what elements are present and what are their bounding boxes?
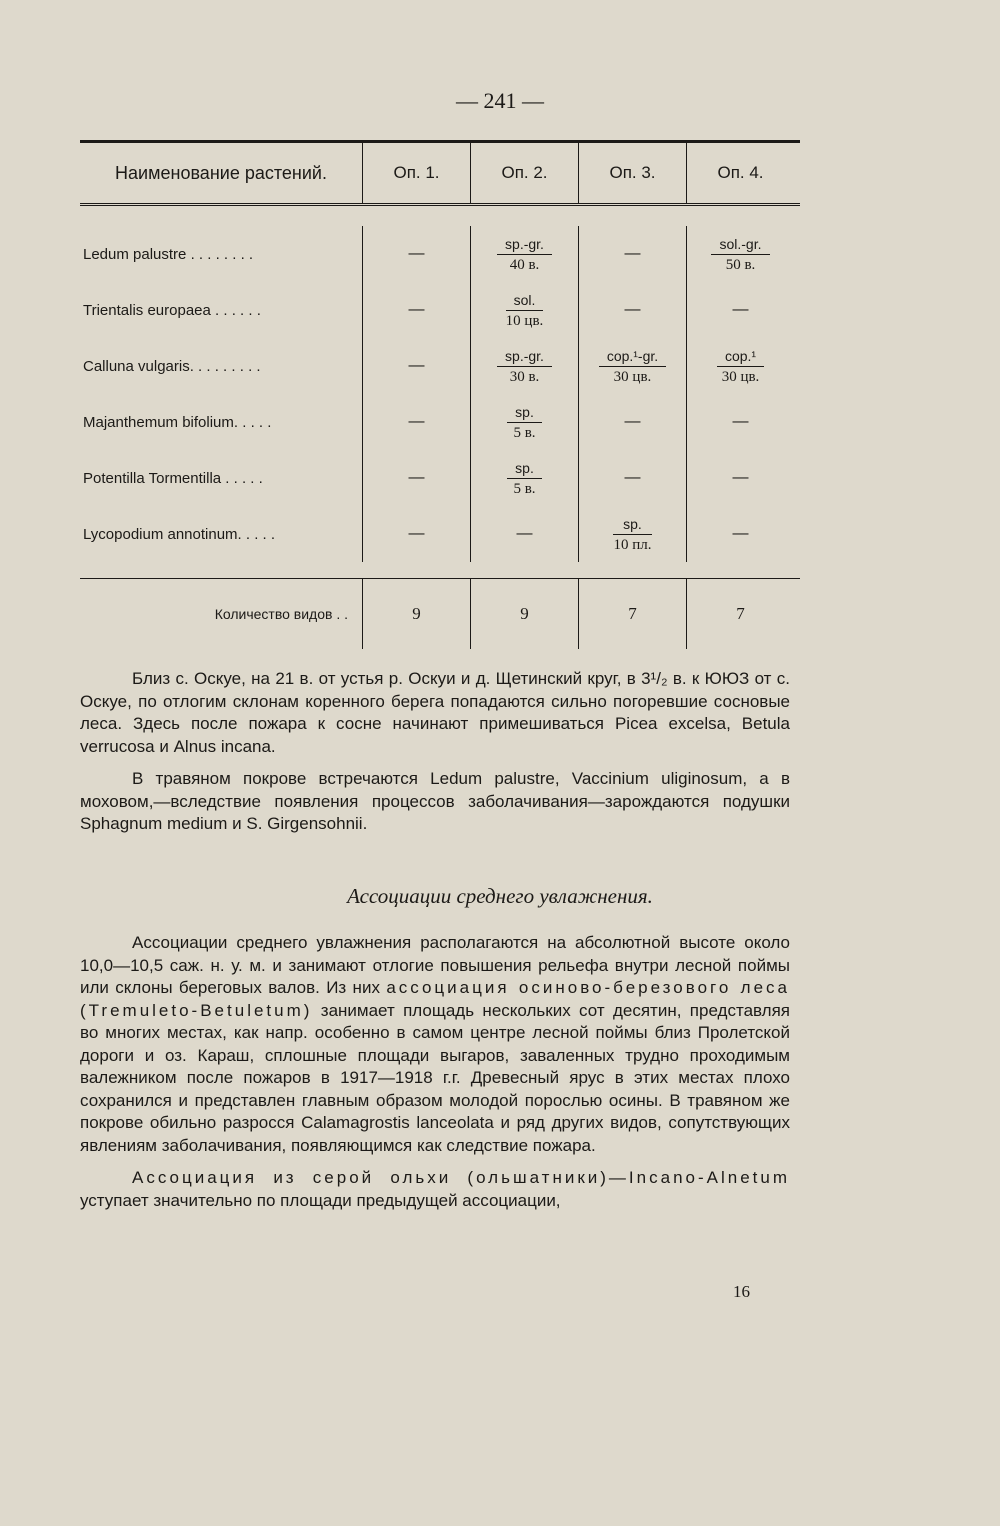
absent-dash: — xyxy=(408,469,425,486)
absent-dash: — xyxy=(408,245,425,262)
table-header xyxy=(80,143,800,206)
cell-op-1 xyxy=(362,450,470,506)
cell-op-1 xyxy=(362,394,470,450)
cell-op-2 xyxy=(470,338,578,394)
abundance-fraction xyxy=(613,514,651,555)
abundance-fraction xyxy=(507,402,542,443)
header-op-1: Оп. 1. xyxy=(362,143,470,203)
cell-op-2 xyxy=(470,450,578,506)
cell-op-1 xyxy=(362,338,470,394)
cell-op-3 xyxy=(578,450,686,506)
abundance-value: cop.¹-gr. xyxy=(599,346,666,367)
paragraph-2: В травяном покрове встречаются Ledum palustre, Vaccinium uliginosum, а в моховом,—вследствие появления процессов заболачивания—зарождаются подушки Sphagnum medium и S. Girgensohnii. xyxy=(80,769,790,833)
summary-label: Количество видов . . xyxy=(214,606,348,622)
cell-op-2 xyxy=(470,394,578,450)
height-value: 10 пл. xyxy=(613,536,652,553)
header-op-2: Оп. 2. xyxy=(470,143,578,203)
paragraph-3-part-b: занимает площадь нескольких сот десятин, представляя во многих местах, как напр. особенно в самом центре лесной поймы близ Пролетской дороги и оз. Караш, сплошные площади выгаров, заваленных трудно проходимым валежником после пожаров в 1917—1918 г.г. Древесный ярус в этих местах плохо сохранился и представлен главным образом молодой порослью осины. В травяном же покрове обильно разросся Calamagrostis lanceolata и ряд других видов, сопутствующих явлениям заболачивания, появляющимся как следствие пожара. xyxy=(80,1000,790,1155)
abundance-value: sp. xyxy=(507,458,542,479)
text-block-1 xyxy=(80,668,790,846)
absent-dash: — xyxy=(624,301,641,318)
summary-value-3: 7 xyxy=(578,579,686,649)
table-row xyxy=(80,450,800,506)
species-name: Lycopodium annotinum. . . . . xyxy=(83,525,276,543)
species-name: Potentilla Tormentilla . . . . . xyxy=(83,469,263,487)
table-row xyxy=(80,282,800,338)
abundance-value: sp.-gr. xyxy=(497,234,552,255)
height-value: 10 цв. xyxy=(505,312,544,329)
cell-op-2 xyxy=(470,506,578,562)
paragraph-4 xyxy=(80,1167,790,1212)
absent-dash: — xyxy=(408,413,425,430)
absent-dash: — xyxy=(408,301,425,318)
species-name: Calluna vulgaris. . . . . . . . . xyxy=(83,357,261,375)
absent-dash: — xyxy=(732,525,749,542)
table-row xyxy=(80,506,800,562)
height-value: 30 цв. xyxy=(613,368,652,385)
abundance-fraction xyxy=(507,458,542,499)
paragraph-3 xyxy=(80,932,790,1157)
paragraph-4-part-b: уступает значительно по площади предыдущей ассоциации, xyxy=(80,1190,561,1210)
abundance-fraction xyxy=(497,234,552,275)
cell-op-3 xyxy=(578,226,686,282)
header-op-3: Оп. 3. xyxy=(578,143,686,203)
cell-op-3 xyxy=(578,338,686,394)
cell-op-4 xyxy=(686,506,794,562)
cell-op-4 xyxy=(686,450,794,506)
absent-dash: — xyxy=(624,469,641,486)
height-value: 50 в. xyxy=(725,256,756,273)
cell-op-1 xyxy=(362,226,470,282)
height-value: 5 в. xyxy=(513,424,536,441)
absent-dash: — xyxy=(516,525,533,542)
cell-op-3 xyxy=(578,282,686,338)
absent-dash: — xyxy=(624,245,641,262)
absent-dash: — xyxy=(408,357,425,374)
text-block-2 xyxy=(80,932,790,1222)
species-name: Majanthemum bifolium. . . . . xyxy=(83,413,272,431)
height-value: 30 в. xyxy=(509,368,540,385)
cell-op-4 xyxy=(686,282,794,338)
cell-op-4 xyxy=(686,226,794,282)
height-value: 30 цв. xyxy=(721,368,760,385)
cell-op-2 xyxy=(470,226,578,282)
summary-row xyxy=(80,579,800,649)
cell-op-3 xyxy=(578,394,686,450)
species-name: Trientalis europaea . . . . . . xyxy=(83,301,261,319)
abundance-fraction xyxy=(497,346,552,387)
abundance-value: sp. xyxy=(507,402,542,423)
cell-op-4 xyxy=(686,338,794,394)
paragraph-4-spaced-term: Ассоциация из серой ольхи (ольшатники)—Incano-Alnetum xyxy=(132,1168,790,1187)
signature-mark: 16 xyxy=(733,1282,750,1301)
page-number: — 241 — xyxy=(456,88,544,113)
species-table xyxy=(80,140,800,649)
abundance-value: cop.¹ xyxy=(717,346,764,367)
height-value: 40 в. xyxy=(509,256,540,273)
absent-dash: — xyxy=(732,469,749,486)
absent-dash: — xyxy=(408,525,425,542)
summary-value-4: 7 xyxy=(686,579,794,649)
abundance-value: sol. xyxy=(506,290,544,311)
abundance-fraction xyxy=(711,234,769,275)
paragraph-3-spaced-term: ассоциация осиново-березового леса (Tremuleto-Betuletum) xyxy=(80,978,790,1020)
paragraph-3-part-a: Ассоциации среднего увлажнения располагаются на абсолютной высоте около 10,0—10,5 саж. н. у. м. и занимают отлогие повышения рельефа внутри лесной поймы или склоны береговых валов. Из них xyxy=(80,933,790,997)
species-name: Ledum palustre . . . . . . . . xyxy=(83,245,254,263)
abundance-value: sol.-gr. xyxy=(711,234,769,255)
header-name: Наименование растений. xyxy=(115,162,327,183)
cell-op-3 xyxy=(578,506,686,562)
table-row xyxy=(80,338,800,394)
abundance-fraction xyxy=(717,346,764,387)
cell-op-2 xyxy=(470,282,578,338)
cell-op-1 xyxy=(362,506,470,562)
absent-dash: — xyxy=(732,301,749,318)
table-body xyxy=(80,226,800,562)
absent-dash: — xyxy=(732,413,749,430)
paragraph-1: Близ с. Оскуе, на 21 в. от устья р. Оскуи и д. Щетинский круг, в 3¹/₂ в. к ЮЮЗ от с. Оскуе, по отлогим склонам коренного берега попадаются сильно погоревшие сосновые леса. Здесь после пожара к сосне начинают примешиваться Picea excelsa, Betula verrucosa и Alnus incana. xyxy=(80,669,790,756)
abundance-fraction xyxy=(599,346,666,387)
header-op-4: Оп. 4. xyxy=(686,143,794,203)
section-heading: Ассоциации среднего увлажнения. xyxy=(347,884,653,908)
abundance-fraction xyxy=(506,290,544,331)
cell-op-4 xyxy=(686,394,794,450)
abundance-value: sp.-gr. xyxy=(497,346,552,367)
summary-value-2: 9 xyxy=(470,579,578,649)
absent-dash: — xyxy=(624,413,641,430)
abundance-value: sp. xyxy=(613,514,651,535)
height-value: 5 в. xyxy=(513,480,536,497)
summary-value-1: 9 xyxy=(362,579,470,649)
table-row xyxy=(80,226,800,282)
table-row xyxy=(80,394,800,450)
cell-op-1 xyxy=(362,282,470,338)
